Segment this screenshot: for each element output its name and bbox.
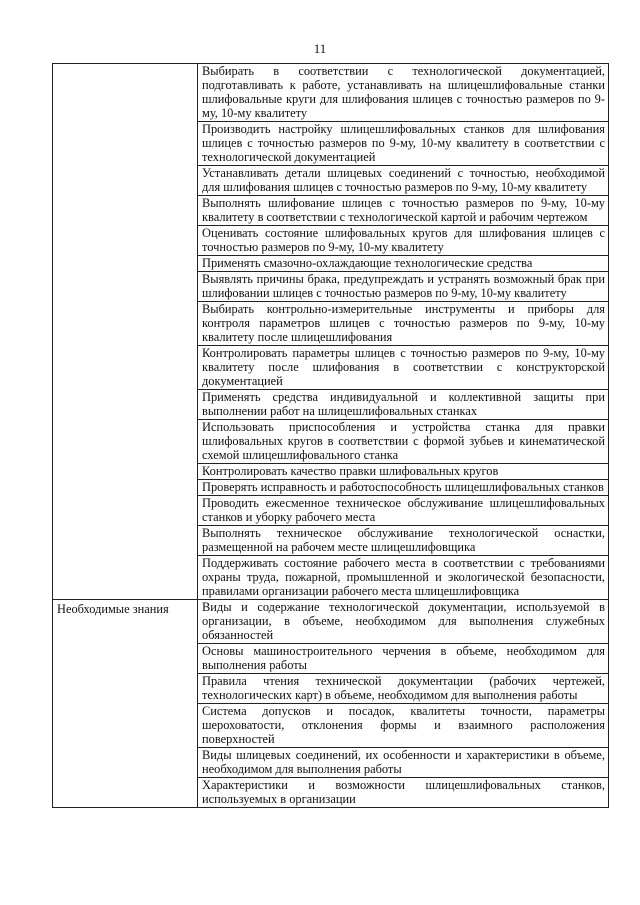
skills-item-text: Контролировать параметры шлицев с точностью размеров по 9-му, 10-му квалитету после шлифования в соответствии с конструкторской документацией	[202, 346, 605, 388]
skills-item-text: Использовать приспособления и устройства станка для правки шлифовальных кругов в соответствии с формой зубьев и кинематической схемой шлицешлифовального станка	[202, 420, 605, 462]
skills-item	[198, 302, 609, 346]
knowledge-item	[198, 778, 609, 808]
skills-item	[198, 196, 609, 226]
skills-item	[198, 272, 609, 302]
skills-item	[198, 346, 609, 390]
skills-item	[198, 122, 609, 166]
knowledge-label: Необходимые знания	[53, 600, 198, 808]
skills-item	[198, 256, 609, 272]
skills-row	[53, 64, 609, 122]
skills-item-text: Проводить ежесменное техническое обслуживание шлицешлифовальных станков и уборку рабочего места	[202, 496, 605, 524]
knowledge-item-text: Система допусков и посадок, квалитеты точности, параметры шероховатости, отклонения формы и взаимного расположения поверхностей	[202, 704, 605, 746]
skills-label	[53, 64, 198, 600]
skills-item-text: Устанавливать детали шлицевых соединений с точностью, необходимой для шлифования шлицев с точностью размеров по 9-му, 10-му квалитету	[202, 166, 605, 194]
skills-item-text: Выбирать в соответствии с технологической документацией, подготавливать к работе, устанавливать на шлицешлифовальные станки шлифовальные круги для шлифования шлицев с точностью размеров по 9-му, 10-му квалитету	[202, 64, 605, 120]
knowledge-item-text: Правила чтения технической документации (рабочих чертежей, технологических карт) в объеме, необходимом для выполнения работы	[202, 674, 605, 702]
skills-item-text: Применять смазочно-охлаждающие технологические средства	[202, 256, 533, 270]
knowledge-item	[198, 704, 609, 748]
page-number: 11	[313, 41, 327, 56]
skills-item	[198, 390, 609, 420]
skills-item	[198, 526, 609, 556]
skills-item	[198, 496, 609, 526]
knowledge-item	[198, 748, 609, 778]
knowledge-item-text: Характеристики и возможности шлицешлифовальных станков, используемых в организации	[202, 778, 605, 806]
skills-item-text: Поддерживать состояние рабочего места в соответствии с требованиями охраны труда, пожарной, промышленной и экологической безопасности, правилами организации рабочего места шлицешлифовщика	[202, 556, 605, 598]
skills-item	[198, 480, 609, 496]
skills-item-text: Выполнять шлифование шлицев с точностью размеров по 9-му, 10-му квалитету в соответствии с технологической картой и рабочим чертежом	[202, 196, 605, 224]
skills-item	[198, 64, 609, 122]
skills-item-text: Производить настройку шлицешлифовальных станков для шлифования шлицев с точностью размеров по 9-му, 10-му квалитету в соответствии с технологической документацией	[202, 122, 605, 164]
skills-item-text: Выбирать контрольно-измерительные инструменты и приборы для контроля параметров шлицев с точностью размеров по 9-му, 10-му квалитету после шлицешлифования	[202, 302, 605, 344]
skills-item-text: Выполнять техническое обслуживание технологической оснастки, размещенной на рабочем месте шлицешлифовщика	[202, 526, 605, 554]
skills-item-text: Применять средства индивидуальной и коллективной защиты при выполнении работ на шлицешлифовальных станках	[202, 390, 605, 418]
skills-item-text: Оценивать состояние шлифовальных кругов для шлифования шлицев с точностью размеров по 9-му, 10-му квалитету	[202, 226, 605, 254]
skills-item-text: Выявлять причины брака, предупреждать и устранять возможный брак при шлифовании шлицев с точностью размеров по 9-му, 10-му квалитету	[202, 272, 605, 300]
knowledge-item-text: Основы машиностроительного черчения в объеме, необходимом для выполнения работы	[202, 644, 605, 672]
skills-item	[198, 464, 609, 480]
knowledge-item	[198, 600, 609, 644]
knowledge-row	[53, 600, 609, 644]
skills-item	[198, 556, 609, 600]
knowledge-item	[198, 644, 609, 674]
skills-item-text: Проверять исправность и работоспособность шлицешлифовальных станков	[202, 480, 604, 494]
skills-item-text: Контролировать качество правки шлифовальных кругов	[202, 464, 499, 478]
knowledge-item	[198, 674, 609, 704]
skills-item	[198, 226, 609, 256]
skills-item	[198, 166, 609, 196]
knowledge-item-text: Виды и содержание технологической документации, используемой в организации, в объеме, необходимом для выполнения служебных обязанностей	[202, 600, 605, 642]
knowledge-item-text: Виды шлицевых соединений, их особенности и характеристики в объеме, необходимом для выполнения работы	[202, 748, 605, 776]
competency-table	[52, 63, 609, 808]
skills-item	[198, 420, 609, 464]
